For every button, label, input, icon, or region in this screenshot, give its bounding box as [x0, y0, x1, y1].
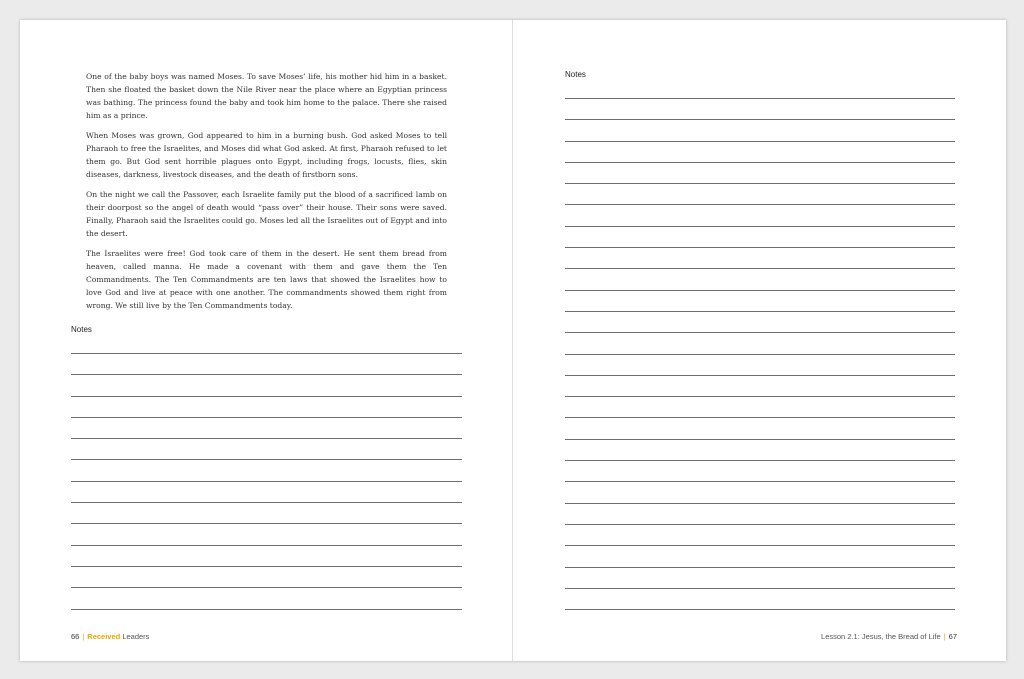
note-line [565, 503, 955, 504]
paragraph: The Israelites were free! God took care of them in the desert. He sent them bread from heaven, called manna. He made a covenant with them and gave them the Ten Commandments. The Ten Commandments are ten laws that showed the Israelites how to love God and live at peace with one another. The commandments showed them right from wrong. We still live by the Ten Commandments today. [86, 249, 447, 310]
note-line [565, 481, 955, 482]
note-line [565, 290, 955, 291]
page-number: 66 [71, 632, 80, 641]
lesson-body-text [86, 70, 447, 319]
paragraph: One of the baby boys was named Moses. To save Moses’ life, his mother hid him in a basket. Then she floated the basket down the Nile River near the place where an Egyptian princess was bathing. The princess found the baby and took him home to the palace. There she raised him as a prince. [86, 72, 447, 120]
note-line [565, 141, 955, 142]
left-page [20, 20, 512, 661]
note-line [71, 396, 462, 397]
note-line [71, 609, 462, 610]
note-line [565, 567, 955, 568]
note-line [71, 523, 462, 524]
note-line [565, 588, 955, 589]
note-line [565, 311, 955, 312]
note-line [71, 374, 462, 375]
note-line [565, 332, 955, 333]
paragraph: On the night we call the Passover, each Israelite family put the blood of a sacrificed lamb on their doorpost so the angel of death would “pass over” their house. Their sons were saved. Finally, Pharaoh said the Israelites could go. Moses led all the Israelites out of Egypt and into the desert. [86, 190, 447, 238]
notes-lines [565, 98, 955, 630]
note-line [71, 481, 462, 482]
folio-separator: | [943, 632, 946, 641]
book-spread [20, 20, 1006, 661]
note-line [71, 502, 462, 503]
note-line [565, 375, 955, 376]
note-line [71, 545, 462, 546]
note-line [565, 396, 955, 397]
notes-label: Notes [565, 70, 586, 79]
note-line [71, 438, 462, 439]
note-line [565, 183, 955, 184]
lesson-title: Lesson 2.1: Jesus, the Bread of Life [821, 632, 941, 641]
note-line [565, 609, 955, 610]
note-line [71, 353, 462, 354]
note-line [565, 268, 955, 269]
note-line [565, 439, 955, 440]
right-page [512, 20, 1007, 661]
note-line [565, 204, 955, 205]
paragraph: When Moses was grown, God appeared to him in a burning bush. God asked Moses to tell Pharaoh to free the Israelites, and Moses did what God asked. At first, Pharaoh refused to let them go. But God sent horrible plagues onto Egypt, including frogs, locusts, flies, skin diseases, darkness, livestock diseases, and the death of firstborn sons. [86, 131, 447, 179]
brand-suffix: Leaders [122, 632, 150, 641]
note-line [565, 162, 955, 163]
note-line [565, 354, 955, 355]
note-line [565, 119, 955, 120]
note-line [565, 417, 955, 418]
note-line [565, 460, 955, 461]
note-line [565, 247, 955, 248]
folio-separator: | [82, 632, 85, 641]
note-line [565, 545, 955, 546]
note-line [565, 524, 955, 525]
notes-lines [71, 353, 462, 630]
page-number: 67 [948, 632, 957, 641]
note-line [71, 566, 462, 567]
note-line [71, 459, 462, 460]
note-line [565, 226, 955, 227]
right-folio [821, 632, 957, 641]
left-folio [71, 632, 149, 641]
brand-name: Received [87, 632, 121, 641]
note-line [71, 587, 462, 588]
notes-label: Notes [71, 325, 92, 334]
note-line [565, 98, 955, 99]
note-line [71, 417, 462, 418]
